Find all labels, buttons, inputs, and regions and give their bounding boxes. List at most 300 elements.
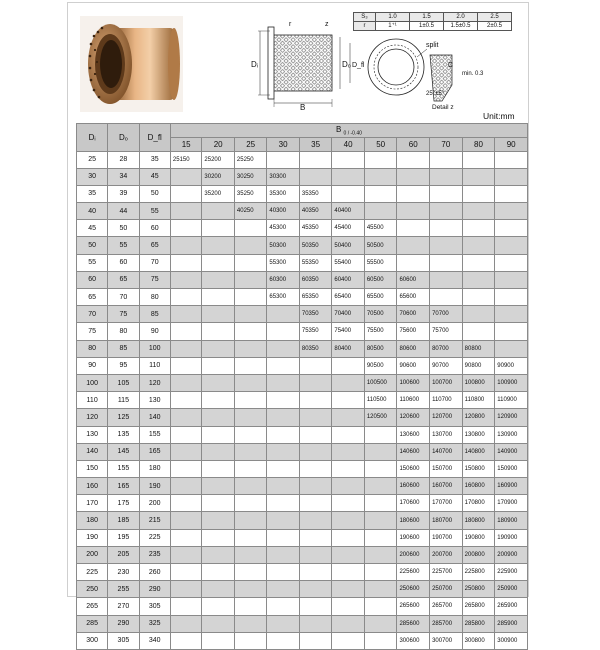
s3-value: 1.0: [376, 13, 410, 22]
cell-di: 50: [77, 237, 108, 254]
cell-part-number: 25150: [170, 151, 202, 168]
cell-part-number: 180600: [397, 512, 430, 529]
cell-part-number: [462, 254, 495, 271]
cell-part-number: 50300: [267, 237, 299, 254]
cell-part-number: [495, 168, 528, 185]
cell-do: 39: [108, 185, 139, 202]
cell-part-number: 80600: [397, 340, 430, 357]
cell-part-number: [299, 357, 331, 374]
cell-part-number: [332, 615, 364, 632]
cell-part-number: [234, 254, 266, 271]
cell-part-number: [332, 512, 364, 529]
cell-part-number: 55350: [299, 254, 331, 271]
cell-di: 25: [77, 151, 108, 168]
cell-part-number: 170900: [495, 495, 528, 512]
cell-part-number: 180800: [462, 512, 495, 529]
cell-part-number: 130900: [495, 426, 528, 443]
cell-part-number: [234, 323, 266, 340]
cell-part-number: 75400: [332, 323, 364, 340]
cell-part-number: [495, 237, 528, 254]
header-b-column: 35: [299, 138, 331, 152]
cell-part-number: [397, 220, 430, 237]
cell-part-number: [364, 581, 397, 598]
cell-part-number: 265700: [430, 598, 463, 615]
header-di: Dᵢ: [77, 124, 108, 152]
cell-dfl: 65: [139, 237, 170, 254]
cell-dfl: 80: [139, 289, 170, 306]
cell-do: 95: [108, 357, 139, 374]
cell-part-number: 75600: [397, 323, 430, 340]
cell-do: 195: [108, 529, 139, 546]
cell-do: 55: [108, 237, 139, 254]
cell-di: 90: [77, 357, 108, 374]
cell-part-number: [170, 409, 202, 426]
cell-part-number: 130600: [397, 426, 430, 443]
cell-part-number: [234, 598, 266, 615]
table-row: [77, 392, 528, 409]
cell-do: 75: [108, 306, 139, 323]
cell-part-number: 45400: [332, 220, 364, 237]
header-b-column: 40: [332, 138, 364, 152]
cell-do: 44: [108, 203, 139, 220]
cell-part-number: [267, 340, 299, 357]
cell-part-number: [332, 632, 364, 649]
cell-part-number: [267, 478, 299, 495]
cell-part-number: 90600: [397, 357, 430, 374]
cell-part-number: [462, 203, 495, 220]
cell-part-number: [267, 598, 299, 615]
cell-part-number: 150900: [495, 460, 528, 477]
cell-di: 45: [77, 220, 108, 237]
table-row: [77, 254, 528, 271]
cell-part-number: 225900: [495, 564, 528, 581]
table-row: [77, 478, 528, 495]
cell-part-number: [299, 392, 331, 409]
cell-part-number: 80800: [462, 340, 495, 357]
cell-part-number: [202, 392, 234, 409]
cell-part-number: [430, 185, 463, 202]
s3-value: 1.5: [410, 13, 444, 22]
cell-part-number: [267, 392, 299, 409]
cell-part-number: [495, 340, 528, 357]
table-row: [77, 323, 528, 340]
cell-part-number: 160800: [462, 478, 495, 495]
cell-part-number: [332, 598, 364, 615]
label-do: Dₒ: [342, 60, 351, 69]
cell-part-number: [202, 254, 234, 271]
cell-do: 105: [108, 374, 139, 391]
dimension-table: [76, 123, 528, 650]
label-min: min. 0.3: [462, 71, 484, 77]
cell-part-number: [234, 564, 266, 581]
cell-part-number: 110500: [364, 392, 397, 409]
cell-part-number: 200900: [495, 546, 528, 563]
cell-part-number: 160700: [430, 478, 463, 495]
table-row: [77, 495, 528, 512]
r-label: r: [354, 22, 376, 31]
cell-part-number: [202, 564, 234, 581]
cell-dfl: 305: [139, 598, 170, 615]
cell-part-number: [364, 185, 397, 202]
cell-part-number: 45300: [267, 220, 299, 237]
cell-part-number: [267, 357, 299, 374]
cell-part-number: 65400: [332, 289, 364, 306]
cell-part-number: 265800: [462, 598, 495, 615]
cell-part-number: [364, 495, 397, 512]
cell-part-number: [267, 426, 299, 443]
cell-di: 80: [77, 340, 108, 357]
cell-part-number: 110700: [430, 392, 463, 409]
cell-dfl: 45: [139, 168, 170, 185]
cell-part-number: [234, 340, 266, 357]
cell-part-number: 75500: [364, 323, 397, 340]
cell-part-number: 50350: [299, 237, 331, 254]
table-row: [77, 598, 528, 615]
cell-part-number: 35200: [202, 185, 234, 202]
cell-part-number: [202, 546, 234, 563]
cell-di: 180: [77, 512, 108, 529]
cell-part-number: [332, 529, 364, 546]
cell-di: 150: [77, 460, 108, 477]
cell-part-number: 45500: [364, 220, 397, 237]
cell-part-number: 225800: [462, 564, 495, 581]
cell-do: 80: [108, 323, 139, 340]
cell-part-number: 45350: [299, 220, 331, 237]
cell-part-number: 55400: [332, 254, 364, 271]
cell-part-number: [462, 151, 495, 168]
cell-part-number: [202, 409, 234, 426]
cell-part-number: 250900: [495, 581, 528, 598]
cell-dfl: 225: [139, 529, 170, 546]
r-row: [354, 22, 512, 31]
cell-part-number: 120900: [495, 409, 528, 426]
header-dfl: D_fl: [139, 124, 170, 152]
cell-part-number: [495, 203, 528, 220]
table-row: [77, 203, 528, 220]
cell-part-number: 65600: [397, 289, 430, 306]
cell-part-number: [234, 460, 266, 477]
cell-part-number: [495, 220, 528, 237]
cell-part-number: [234, 306, 266, 323]
cell-part-number: [234, 409, 266, 426]
table-row: [77, 306, 528, 323]
cell-part-number: [234, 478, 266, 495]
label-angle: 25°±5°: [426, 91, 445, 97]
cell-part-number: [202, 460, 234, 477]
cell-part-number: 55300: [267, 254, 299, 271]
cell-part-number: 40300: [267, 203, 299, 220]
cell-part-number: 200700: [430, 546, 463, 563]
cell-part-number: 70350: [299, 306, 331, 323]
cell-part-number: 300800: [462, 632, 495, 649]
cell-part-number: [430, 151, 463, 168]
cell-part-number: [332, 151, 364, 168]
cell-part-number: 60500: [364, 271, 397, 288]
cell-part-number: [202, 271, 234, 288]
cell-part-number: [202, 443, 234, 460]
cell-part-number: [202, 306, 234, 323]
cell-part-number: [332, 374, 364, 391]
cell-di: 55: [77, 254, 108, 271]
cell-part-number: [495, 254, 528, 271]
cell-part-number: [364, 632, 397, 649]
cell-di: 120: [77, 409, 108, 426]
cell-part-number: 90800: [462, 357, 495, 374]
cell-part-number: 35300: [267, 185, 299, 202]
cell-part-number: 65300: [267, 289, 299, 306]
cell-part-number: [462, 168, 495, 185]
cell-part-number: [267, 632, 299, 649]
cell-part-number: [299, 615, 331, 632]
cell-part-number: [202, 598, 234, 615]
cell-dfl: 190: [139, 478, 170, 495]
cell-part-number: [332, 392, 364, 409]
cell-part-number: [170, 306, 202, 323]
cell-do: 28: [108, 151, 139, 168]
cell-part-number: [364, 529, 397, 546]
cell-part-number: 30200: [202, 168, 234, 185]
cell-part-number: [462, 289, 495, 306]
cell-di: 170: [77, 495, 108, 512]
cell-di: 300: [77, 632, 108, 649]
cell-part-number: [170, 323, 202, 340]
cell-dfl: 85: [139, 306, 170, 323]
cell-part-number: [202, 478, 234, 495]
cell-part-number: [299, 598, 331, 615]
cell-dfl: 60: [139, 220, 170, 237]
cell-part-number: [267, 529, 299, 546]
cell-part-number: 100700: [430, 374, 463, 391]
cell-part-number: [397, 203, 430, 220]
cell-part-number: [234, 237, 266, 254]
cell-do: 255: [108, 581, 139, 598]
cell-part-number: 80700: [430, 340, 463, 357]
cell-di: 190: [77, 529, 108, 546]
cell-part-number: [299, 546, 331, 563]
cell-part-number: 300900: [495, 632, 528, 649]
cell-part-number: [267, 306, 299, 323]
cell-part-number: 30250: [234, 168, 266, 185]
cell-part-number: 65500: [364, 289, 397, 306]
cell-part-number: [267, 323, 299, 340]
header-b-column: 60: [397, 138, 430, 152]
cell-part-number: [234, 289, 266, 306]
cell-part-number: 285600: [397, 615, 430, 632]
cell-part-number: 265600: [397, 598, 430, 615]
cell-part-number: [170, 529, 202, 546]
header-b-column: 50: [364, 138, 397, 152]
header-b-column: 70: [430, 138, 463, 152]
cell-part-number: 90700: [430, 357, 463, 374]
cell-part-number: [234, 271, 266, 288]
cell-part-number: [299, 529, 331, 546]
cell-part-number: [364, 615, 397, 632]
cell-do: 185: [108, 512, 139, 529]
bushing-photo: [80, 16, 183, 112]
cell-part-number: 110900: [495, 392, 528, 409]
cell-part-number: 90500: [364, 357, 397, 374]
table-row: [77, 460, 528, 477]
cell-part-number: [462, 185, 495, 202]
table-row: [77, 374, 528, 391]
cell-part-number: [364, 443, 397, 460]
cell-part-number: 140800: [462, 443, 495, 460]
cell-part-number: 25250: [234, 151, 266, 168]
cell-do: 85: [108, 340, 139, 357]
cell-part-number: 130700: [430, 426, 463, 443]
cell-dfl: 260: [139, 564, 170, 581]
cell-di: 130: [77, 426, 108, 443]
cell-do: 70: [108, 289, 139, 306]
cell-part-number: [170, 581, 202, 598]
cell-part-number: [364, 478, 397, 495]
label-b: B: [300, 103, 306, 111]
header-b-column: 25: [234, 138, 266, 152]
table-row: [77, 546, 528, 563]
cell-dfl: 100: [139, 340, 170, 357]
cell-part-number: [234, 546, 266, 563]
table-row: [77, 220, 528, 237]
cell-part-number: [234, 632, 266, 649]
cell-part-number: 75350: [299, 323, 331, 340]
cell-dfl: 180: [139, 460, 170, 477]
cell-part-number: [202, 615, 234, 632]
cell-part-number: [430, 168, 463, 185]
cell-part-number: 55500: [364, 254, 397, 271]
cell-part-number: 225700: [430, 564, 463, 581]
cell-do: 175: [108, 495, 139, 512]
table-row: [77, 271, 528, 288]
table-row: [77, 151, 528, 168]
cell-part-number: [495, 323, 528, 340]
cell-part-number: [397, 185, 430, 202]
s3-label: S₃: [354, 13, 376, 22]
cell-part-number: 200800: [462, 546, 495, 563]
cell-part-number: 60400: [332, 271, 364, 288]
cell-part-number: [332, 168, 364, 185]
table-row: [77, 564, 528, 581]
cell-di: 75: [77, 323, 108, 340]
cell-part-number: 60300: [267, 271, 299, 288]
cell-part-number: [202, 632, 234, 649]
unit-label: Unit:mm: [483, 111, 515, 121]
label-r: r: [289, 21, 292, 28]
label-z: z: [325, 21, 329, 28]
cell-di: 265: [77, 598, 108, 615]
cell-part-number: [267, 495, 299, 512]
cell-part-number: [170, 271, 202, 288]
cell-dfl: 75: [139, 271, 170, 288]
cell-part-number: [364, 168, 397, 185]
cell-di: 160: [77, 478, 108, 495]
cell-part-number: [170, 340, 202, 357]
cell-part-number: [170, 426, 202, 443]
cell-part-number: [299, 151, 331, 168]
cell-part-number: [364, 564, 397, 581]
cell-part-number: [299, 581, 331, 598]
cell-dfl: 55: [139, 203, 170, 220]
cell-dfl: 340: [139, 632, 170, 649]
cell-part-number: [267, 374, 299, 391]
cell-part-number: [495, 151, 528, 168]
cell-part-number: [234, 615, 266, 632]
cell-di: 285: [77, 615, 108, 632]
cell-part-number: [170, 495, 202, 512]
label-detail: Detail z: [432, 104, 454, 111]
cell-part-number: [397, 254, 430, 271]
cell-part-number: [364, 203, 397, 220]
cell-part-number: [267, 581, 299, 598]
cell-do: 145: [108, 443, 139, 460]
cell-do: 60: [108, 254, 139, 271]
r-value: 2±0.5: [478, 22, 512, 31]
cell-part-number: 70600: [397, 306, 430, 323]
cell-part-number: 100500: [364, 374, 397, 391]
cell-part-number: [299, 478, 331, 495]
cell-do: 65: [108, 271, 139, 288]
cell-part-number: 100600: [397, 374, 430, 391]
table-row: [77, 615, 528, 632]
cell-part-number: 140700: [430, 443, 463, 460]
cell-part-number: [332, 460, 364, 477]
cell-do: 165: [108, 478, 139, 495]
cell-do: 305: [108, 632, 139, 649]
cell-part-number: 120500: [364, 409, 397, 426]
cell-part-number: 300600: [397, 632, 430, 649]
cell-part-number: [332, 426, 364, 443]
cell-part-number: [299, 512, 331, 529]
table-row: [77, 443, 528, 460]
cell-part-number: [202, 512, 234, 529]
cell-part-number: [462, 237, 495, 254]
cell-part-number: 35250: [234, 185, 266, 202]
table-row: [77, 581, 528, 598]
cell-part-number: [170, 203, 202, 220]
cell-dfl: 70: [139, 254, 170, 271]
cell-part-number: 40250: [234, 203, 266, 220]
cell-part-number: 70700: [430, 306, 463, 323]
cell-part-number: [495, 271, 528, 288]
cell-di: 35: [77, 185, 108, 202]
cell-part-number: 190800: [462, 529, 495, 546]
cell-part-number: [170, 443, 202, 460]
table-row: [77, 289, 528, 306]
cell-part-number: 75700: [430, 323, 463, 340]
table-row: [77, 168, 528, 185]
cell-part-number: [299, 495, 331, 512]
cell-part-number: [299, 374, 331, 391]
cell-part-number: [495, 306, 528, 323]
cell-do: 50: [108, 220, 139, 237]
cell-dfl: 235: [139, 546, 170, 563]
cell-part-number: 150700: [430, 460, 463, 477]
cell-part-number: [202, 323, 234, 340]
cell-part-number: [170, 289, 202, 306]
cell-part-number: [462, 220, 495, 237]
cell-part-number: [202, 289, 234, 306]
cell-part-number: [430, 254, 463, 271]
cell-part-number: [299, 460, 331, 477]
cell-part-number: 170800: [462, 495, 495, 512]
cell-di: 140: [77, 443, 108, 460]
header-b-label: B: [335, 124, 342, 134]
cell-part-number: 110800: [462, 392, 495, 409]
cell-part-number: [332, 357, 364, 374]
cell-part-number: [332, 564, 364, 581]
cell-part-number: 150600: [397, 460, 430, 477]
cell-part-number: [234, 443, 266, 460]
cell-part-number: 265900: [495, 598, 528, 615]
